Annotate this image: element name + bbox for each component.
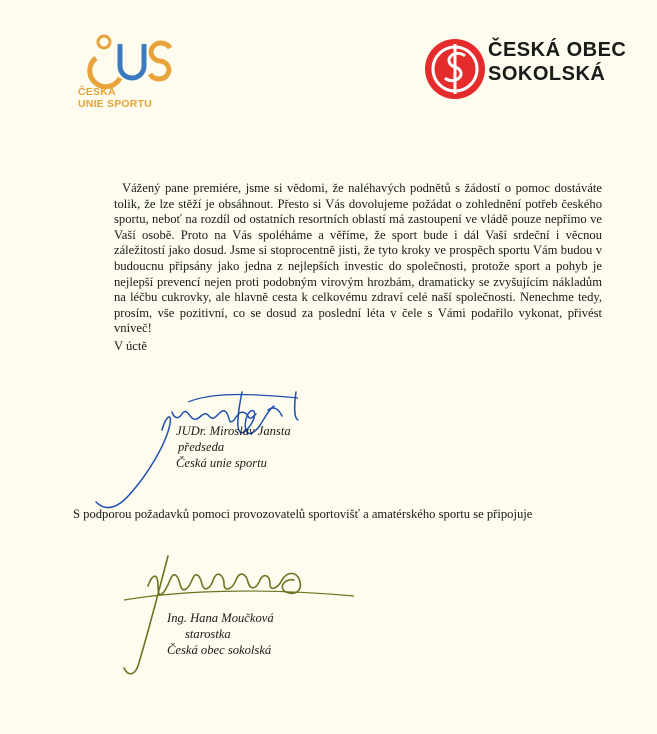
cos-logo-text (488, 38, 626, 86)
cus-logo-text (78, 86, 152, 110)
cus-logo-line2: UNIE SPORTU (78, 98, 152, 110)
signatory-1-name: JUDr. Miroslav Jansta (176, 424, 291, 438)
closing-salutation: V úctě (114, 339, 147, 353)
signatory-2-name: Ing. Hana Moučková (167, 611, 274, 625)
signatory-2-org: Česká obec sokolská (167, 643, 272, 657)
cos-logo-line2: SOKOLSKÁ (488, 63, 606, 85)
letter-body (114, 181, 602, 337)
signatory-1-org: Česká unie sportu (176, 456, 267, 470)
signatory-2-block (167, 610, 274, 658)
signatory-1-block (176, 423, 291, 471)
cus-logo-line1: ČESKÁ (78, 86, 116, 98)
letter-paragraph: Vážený pane premiére, jsme si vědomi, že naléhavých podnětů s žádostí o pomoc dostáváte tolik, že lze stěží je obsáhnout. Přesto si Vás dovolujeme požádat o zohlednění potřeb českého sportu, neboť na rozdíl od ostatních resortních oblastí má zastoupení ve vládě pouze nepřímo ve Vaší osobě. Proto na Vás spoléháme a věříme, že sport bude i dál Vaší srdeční i věcnou záležitostí jako dosud. Jsme si stoprocentně jisti, že tyto kroky ve prospěch sportu Vám budou v budoucnu připsány jako jedna z nejlepších investic do společnosti, protože sport a pohyb je nejlepší prevencí nejen proti podobným virovým hrozbám, dramaticky se zvyšujícím nákladům na léčbu cukrovky, ale hlavně cesta k celkovému zdraví celé naší společnosti. Nenechme tedy, prosím, vše pozitivní, co se dosud za poslední léta v čele s Vámi podařilo vykonat, přivést vniveč! (114, 181, 602, 336)
support-statement: S podporou požadavků pomoci provozovatelů sportovišť a amatérského sportu se připojuje (73, 507, 533, 521)
signatory-2-role: starostka (185, 627, 231, 641)
cos-logo-line1: ČESKÁ OBEC (488, 39, 627, 61)
signatory-1-role: předseda (178, 440, 225, 454)
